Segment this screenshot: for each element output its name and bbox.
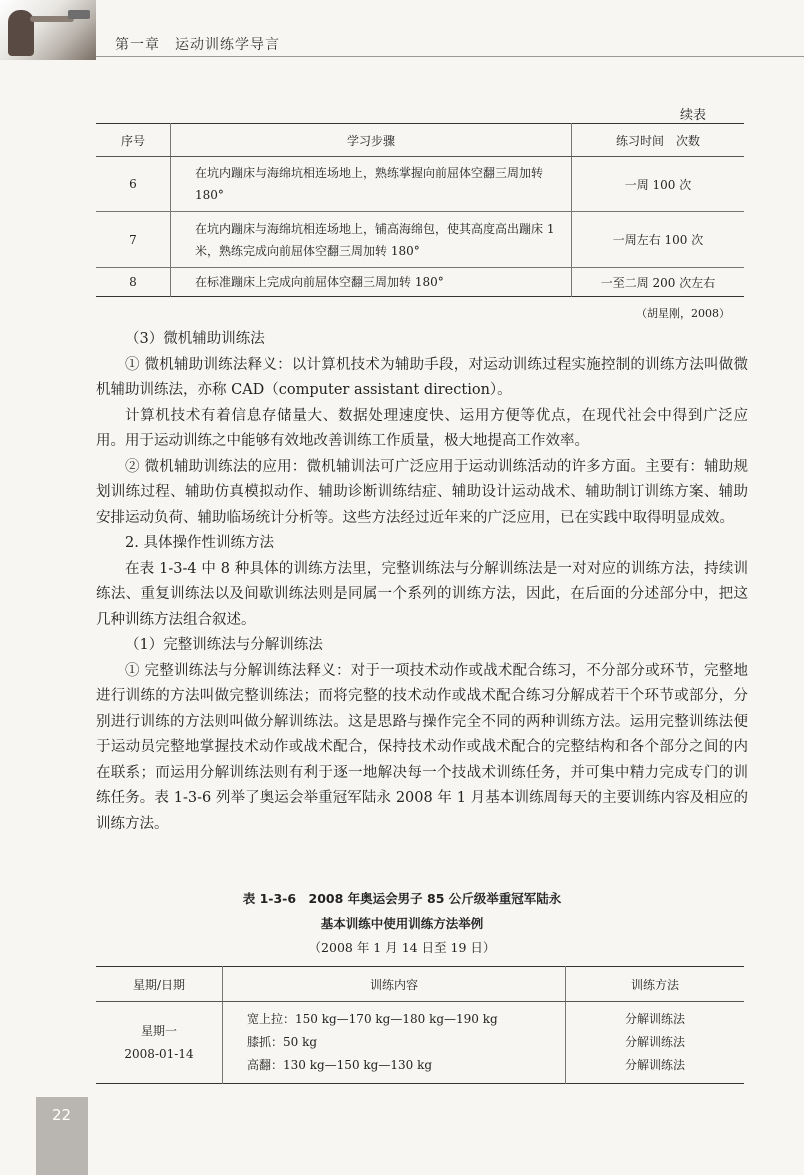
cell-methods xyxy=(566,1002,745,1084)
method-line: 分解训练法 xyxy=(624,1058,685,1072)
section-heading: 2. 具体操作性训练方法 xyxy=(125,535,274,551)
content-line: 膝抓：50 kg xyxy=(247,1035,318,1049)
table-caption: 基本训练中使用训练方法举例 xyxy=(320,916,484,931)
table-caption: 表 1-3-6 2008 年奥运会男子 85 公斤级举重冠军陆永 xyxy=(242,891,562,906)
page-header xyxy=(0,0,804,60)
col-header: 序号 xyxy=(96,124,171,157)
cell-contents xyxy=(223,1002,566,1084)
section-heading: （3）微机辅助训练法 xyxy=(125,331,265,347)
table-row xyxy=(96,268,744,297)
paragraph: ① 微机辅助训练法释义：以计算机技术为辅助手段，对运动训练过程实施控制的训练方法叫做微机辅助训练法，亦称 CAD（computer assistant direction）。 xyxy=(96,356,748,398)
body-text xyxy=(96,327,748,837)
cell-time: 一至二周 200 次左右 xyxy=(572,268,745,297)
cell-day xyxy=(96,1002,223,1084)
table-source: （胡星刚，2008） xyxy=(636,307,730,320)
paragraph: ① 完整训练法与分解训练法释义：对于一项技术动作或战术配合练习，不分部分或环节，完整地进行训练的方法叫做完整训练法；而将完整的技术动作或战术配合练习分解成若干个环节或部分，分别进行训练的方法则叫做分解训练法。这是思路与操作完全不同的两种训练方法。运用完整训练法便于运动员完整地掌握技术动作或战术配合，保持技术动作或战术配合的完整结构和各个部分之间的内在联系；而运用分解训练法则有利于逐一地解决每一个技战术训练任务，并可集中精力完成专门的训练任务。表 1-3-6 列举了奥运会举重冠军陆永 2008 年 1 月基本训练周每天的主要训练内容及相应的训练方法。 xyxy=(96,662,748,832)
table-row xyxy=(96,157,744,212)
table-caption-dates: （2008 年 1 月 14 日至 19 日） xyxy=(308,940,496,955)
steps-table xyxy=(96,123,744,297)
cell-step: 在坑内蹦床与海绵坑相连场地上，铺高海绵包，使其高度高出蹦床 1 米，熟练完成向前屈体空翻三周加转 180° xyxy=(171,212,572,268)
paragraph: 在表 1-3-4 中 8 种具体的训练方法里，完整训练法与分解训练法是一对对应的训练方法，持续训练法、重复训练法以及间歇训练法则是同属一个系列的训练方法，因此，在后面的分述部分中，把这几种训练方法组合叙述。 xyxy=(96,560,748,628)
col-header: 学习步骤 xyxy=(171,124,572,157)
method-line: 分解训练法 xyxy=(624,1012,685,1026)
table-row xyxy=(96,1002,744,1084)
col-header: 训练内容 xyxy=(223,967,566,1002)
training-table xyxy=(96,966,744,1084)
table-row xyxy=(96,212,744,268)
content-line: 高翻：130 kg—150 kg—130 kg xyxy=(247,1058,433,1072)
table-header-row xyxy=(96,124,744,157)
cell-step: 在标准蹦床上完成向前屈体空翻三周加转 180° xyxy=(171,268,572,297)
method-line: 分解训练法 xyxy=(624,1035,685,1049)
cell-no: 7 xyxy=(96,212,171,268)
shooter-photo xyxy=(0,0,96,60)
content-line: 宽上拉：150 kg—170 kg—180 kg—190 kg xyxy=(247,1012,498,1026)
date-label: 2008-01-14 xyxy=(124,1046,194,1061)
day-label: 星期一 xyxy=(140,1023,177,1038)
col-header: 练习时间 次数 xyxy=(572,124,745,157)
cell-no: 8 xyxy=(96,268,171,297)
cell-no: 6 xyxy=(96,157,171,212)
table-header-row xyxy=(96,967,744,1002)
col-header: 星期/日期 xyxy=(96,967,223,1002)
chapter-title: 第一章 运动训练学导言 xyxy=(115,37,280,53)
continued-label: 续表 xyxy=(680,108,707,123)
cell-time: 一周 100 次 xyxy=(572,157,745,212)
paragraph: ② 微机辅助训练法的应用：微机辅训法可广泛应用于运动训练活动的许多方面。主要有：辅助规划训练过程、辅助仿真模拟动作、辅助诊断训练结症、辅助设计运动战术、辅助制订训练方案、辅助安排运动负荷、辅助临场统计分析等。这些方法经过近年来的广泛应用，已在实践中取得明显成效。 xyxy=(96,458,748,526)
paragraph: 计算机技术有着信息存储量大、数据处理速度快、运用方便等优点，在现代社会中得到广泛应用。用于运动训练之中能够有效地改善训练工作质量，极大地提高工作效率。 xyxy=(96,407,748,449)
cell-time: 一周左右 100 次 xyxy=(572,212,745,268)
page-number: 22 xyxy=(52,1106,72,1124)
cell-step: 在坑内蹦床与海绵坑相连场地上，熟练掌握向前屈体空翻三周加转 180° xyxy=(171,157,572,212)
section-heading: （1）完整训练法与分解训练法 xyxy=(125,637,323,653)
col-header: 训练方法 xyxy=(566,967,745,1002)
header-rule xyxy=(96,56,804,57)
